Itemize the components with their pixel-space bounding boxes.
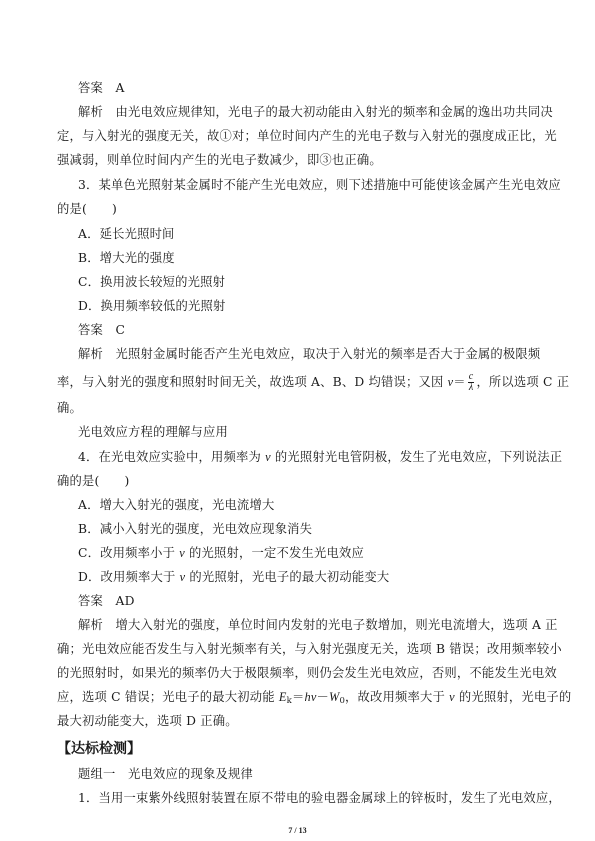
explanation-line: 解析 光照射金属时能否产生光电效应，取决于入射光的频率是否大于金属的极限频	[78, 347, 541, 361]
explanation-line: 确。	[57, 401, 82, 415]
nu-symbol: ν	[179, 546, 185, 560]
explanation-line: 强减弱，则单位时间内产生的光电子数减少，即③也正确。	[57, 153, 382, 167]
explanation-line-formula	[57, 371, 570, 393]
question-1-stem: 1．当用一束紫外线照射装置在原不带电的验电器金属球上的锌板时，发生了光电效应，	[78, 791, 561, 805]
option-text: 的光照射，一定不发生光电效应	[184, 546, 364, 560]
explanation-line: 最大初动能变大，选项 D 正确。	[57, 714, 238, 728]
topic-title: 光电效应方程的理解与应用	[78, 425, 228, 439]
question-3-stem: 3．某单色光照射某金属时不能产生光电效应，则下述措施中可能使该金属产生光电效应	[78, 178, 561, 192]
equals-sign: ＝	[453, 375, 466, 389]
stem-text: 的光照射光电管阴极，发生了光电效应，下列说法正	[270, 450, 563, 464]
group-title: 题组一 光电效应的现象及规律	[78, 767, 253, 781]
section-heading: 【达标检测】	[57, 741, 141, 757]
explanation-line: 解析 由光电效应规律知，光电子的最大初动能由入射光的频率和金属的逸出功共同决	[78, 105, 553, 119]
answer-line: 答案 C	[78, 323, 126, 337]
work-function-subscript: 0	[339, 696, 346, 706]
page-number: 7 / 13	[288, 826, 307, 835]
fraction-numerator: c	[468, 371, 474, 382]
fraction-c-over-lambda	[468, 372, 475, 393]
option-c	[78, 545, 548, 561]
explanation-line: 确；光电效应能否发生与入射光频率有关，与入射光强度无关，选项 B 错误；改用频率较小	[57, 642, 562, 656]
explanation-line: 的光照射时，如果光的频率仍大于极限频率，则仍会发生光电效应，否则，不能发生光电效	[57, 666, 557, 680]
option-d: D．换用频率较低的光照射	[78, 299, 226, 313]
option-text: D．改用频率大于	[78, 570, 180, 584]
answer-line: 答案 AD	[78, 594, 135, 608]
explanation-text: ，故改用频率大于	[345, 690, 450, 704]
stem-text: 4．在光电效应实验中，用频率为	[78, 450, 266, 464]
question-3-stem: 的是( )	[57, 202, 117, 216]
option-c: C．换用波长较短的光照射	[78, 275, 226, 289]
nu-symbol: ν	[447, 375, 454, 389]
nu-symbol: ν	[449, 690, 455, 704]
nu-symbol: ν	[179, 570, 186, 584]
equals-sign: ＝	[291, 690, 305, 704]
option-a: A．增大入射光的强度，光电流增大	[78, 498, 275, 512]
explanation-text: 的光照射，光电子的	[454, 690, 572, 704]
energy-symbol: E	[278, 690, 287, 704]
option-text: 的光照射，光电子的最大初动能变大	[185, 570, 390, 584]
explanation-text: 应，选项 C 错误；光电子的最大初动能	[57, 690, 279, 704]
option-text: C．改用频率小于	[78, 546, 180, 560]
question-4-stem	[78, 449, 563, 465]
explanation-line: 解析 增大入射光的强度，单位时间内发射的光电子数增加，则光电流增大，选项 A 正	[78, 618, 558, 632]
energy-subscript: k	[286, 696, 292, 706]
option-d	[78, 569, 548, 585]
explanation-text: 率，与入射光的强度和照射时间无关，故选项 A、B、D 均错误；又因	[57, 375, 448, 389]
explanation-line-formula	[57, 689, 572, 709]
option-b: B．减小入射光的强度，光电效应现象消失	[78, 522, 313, 536]
h-nu-term: hν	[304, 690, 317, 704]
nu-symbol: ν	[265, 450, 271, 464]
option-a: A．延长光照时间	[78, 227, 175, 241]
question-4-stem: 确的是( )	[57, 474, 130, 488]
option-b: B．增大光的强度	[78, 251, 175, 265]
explanation-text: ，所以选项 C 正	[476, 375, 570, 389]
fraction-denominator: λ	[468, 382, 474, 393]
explanation-line: 定，与入射光的强度无关，故①对；单位时间内产生的光电子数与入射光的强度成正比，光	[57, 129, 557, 143]
minus-sign: －	[316, 690, 329, 704]
answer-line: 答案 A	[78, 81, 125, 95]
work-function-symbol: W	[328, 690, 340, 704]
